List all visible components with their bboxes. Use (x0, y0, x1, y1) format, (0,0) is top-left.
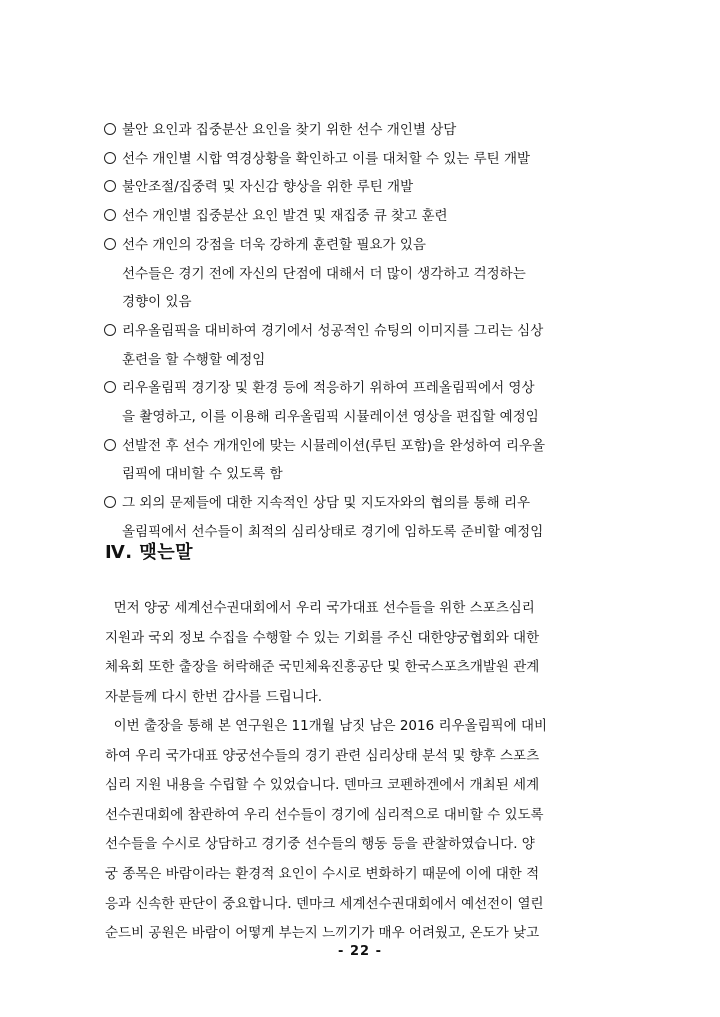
bullet-line: 선수 개인의 강점을 더욱 강하게 훈련할 필요가 있음 (122, 236, 426, 253)
paragraph-line: 체육회 또한 출장을 허락해준 국민체육진흥공단 및 한국스포츠개발원 관계 (105, 659, 540, 676)
list-item (104, 374, 624, 431)
bullet-line: 선발전 후 선수 개개인에 맞는 시뮬레이션(루틴 포함)을 완성하여 리우올 (122, 437, 546, 454)
paragraph-trip-summary (105, 712, 625, 949)
bullet-line: 올림픽에서 선수들이 최적의 심리상태로 경기에 임하도록 준비할 예정임 (122, 523, 544, 540)
list-item (104, 231, 624, 317)
bullet-line: 훈련을 할 수행할 예정임 (122, 351, 266, 368)
circle-bullet-icon (104, 439, 116, 451)
bullet-line: 을 촬영하고, 이를 이용해 리우올림픽 시뮬레이션 영상을 편집할 예정임 (122, 409, 539, 426)
circle-bullet-icon (104, 123, 116, 135)
bullet-line: 선수 개인별 집중분산 요인 발견 및 재집중 큐 찾고 훈련 (122, 208, 448, 225)
circle-bullet-icon (104, 324, 116, 336)
circle-bullet-icon (104, 152, 116, 164)
list-item (104, 145, 624, 174)
list-item (104, 116, 624, 145)
bullet-list (104, 116, 624, 547)
paragraph-line: 심리 지원 내용을 수립할 수 있었습니다. 덴마크 코펜하겐에서 개최된 세계 (105, 777, 540, 794)
bullet-line: 경향이 있음 (122, 294, 192, 311)
paragraph-line: 선수권대회에 참관하여 우리 선수들이 경기에 심리적으로 대비할 수 있도록 (105, 806, 544, 823)
bullet-line: 리우올림픽 경기장 및 환경 등에 적응하기 위하여 프레올림픽에서 영상 (122, 380, 535, 397)
list-item (104, 432, 624, 489)
bullet-line: 그 외의 문제들에 대한 지속적인 상담 및 지도자와의 협의를 통해 리우 (122, 495, 531, 512)
list-item (104, 317, 624, 374)
paragraph-line: 순드비 공원은 바람이 어떻게 부는지 느끼기가 매우 어려웠고, 온도가 낮고 (105, 925, 540, 942)
list-item (104, 202, 624, 231)
circle-bullet-icon (104, 209, 116, 221)
bullet-line: 불안 요인과 집중분산 요인을 찾기 위한 선수 개인별 상담 (122, 122, 457, 138)
circle-bullet-icon (104, 238, 116, 250)
paragraph-line: 하여 우리 국가대표 양궁선수들의 경기 관련 심리상태 분석 및 향후 스포츠 (105, 747, 540, 764)
paragraph-line: 궁 종목은 바람이라는 환경적 요인이 수시로 변화하기 때문에 이에 대한 적 (105, 865, 540, 882)
bullet-line: 림픽에 대비할 수 있도록 함 (122, 466, 283, 483)
paragraph-line: 자분들께 다시 한번 감사를 드립니다. (105, 688, 323, 705)
paragraph-acknowledgement (105, 594, 625, 712)
bullet-line: 선수 개인별 시합 역경상황을 확인하고 이를 대처할 수 있는 루틴 개발 (122, 150, 531, 167)
section-heading: Ⅳ. 맺는말 (105, 542, 194, 563)
paragraph-line: 먼저 양궁 세계선수권대회에서 우리 국가대표 선수들을 위한 스포츠심리 (105, 600, 535, 616)
bullet-line: 불안조절/집중력 및 자신감 향상을 위한 루틴 개발 (122, 179, 414, 196)
list-item (104, 173, 624, 202)
paragraph-line: 지원과 국외 정보 수집을 수행할 수 있는 기회를 주신 대한양궁협회와 대한 (105, 629, 540, 646)
paragraph-line: 이번 출장을 통해 본 연구원은 11개월 남짓 남은 2016 리우올림픽에 대비 (105, 718, 548, 734)
page-number: - 22 - (338, 944, 382, 959)
paragraph-line: 선수들을 수시로 상담하고 경기중 선수들의 행동 등을 관찰하였습니다. 양 (105, 836, 535, 853)
paragraph-line: 응과 신속한 판단이 중요합니다. 덴마크 세계선수권대회에서 예선전이 열린 (105, 895, 544, 912)
bullet-line: 리우올림픽을 대비하여 경기에서 성공적인 슈팅의 이미지를 그리는 심상 (122, 322, 544, 339)
bullet-line: 선수들은 경기 전에 자신의 단점에 대해서 더 많이 생각하고 걱정하는 (122, 265, 526, 282)
